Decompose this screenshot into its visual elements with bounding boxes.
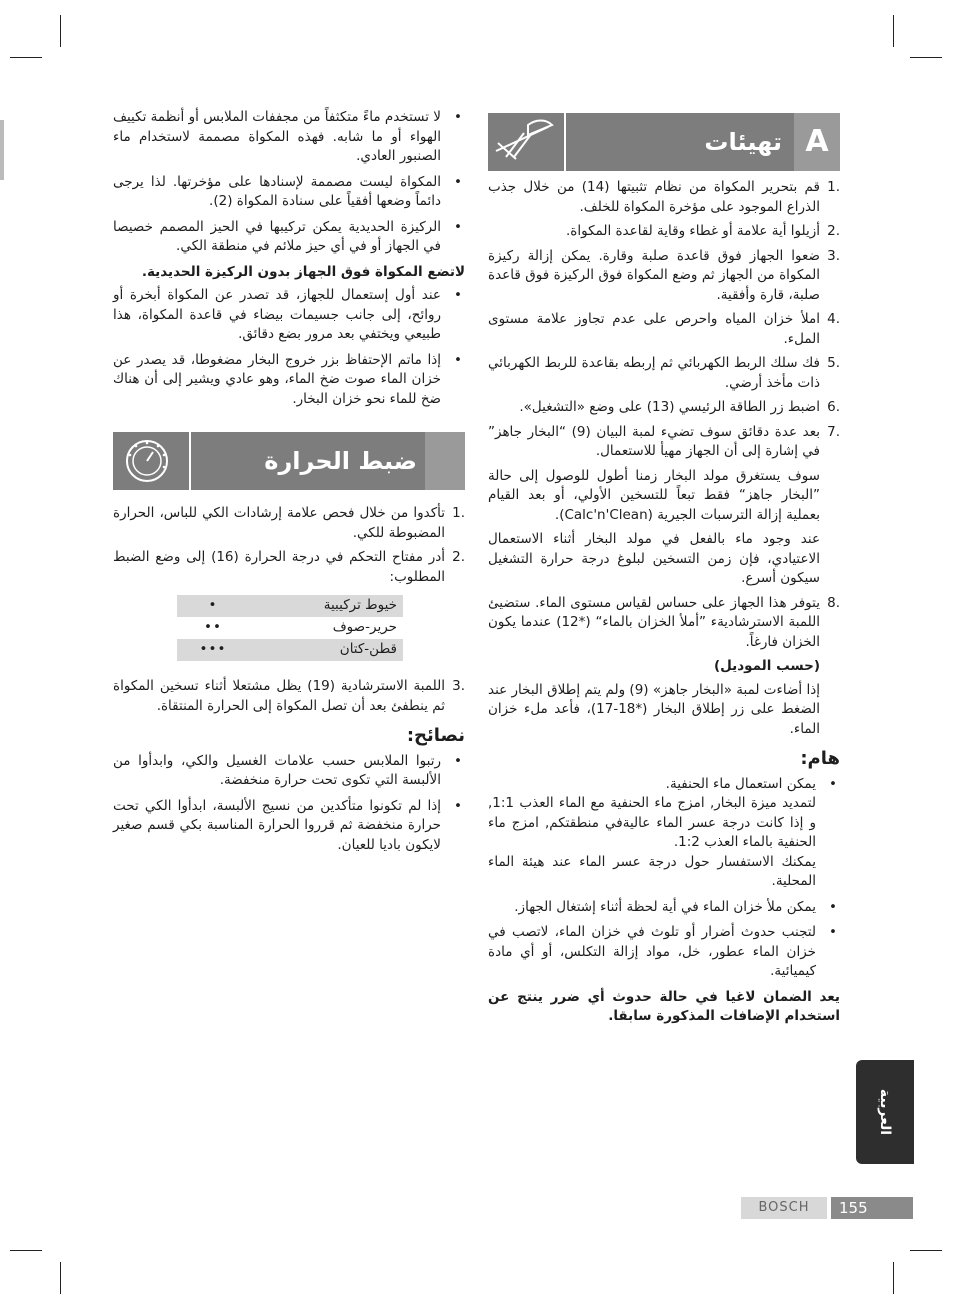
bullet-text: إذا ماتم الإحتفاظ بزر خروج البخار مضغوطا، قد يصدر عن خزان الماء صوت ضخ الماء، وهو عادي ويشير إلى أن هناك ضخ للماء نحو خزان البخار.	[113, 351, 441, 407]
step7-note-2: عند وجود ماء بالفعل في مولد البخار أثناء الاستعمال الاعتيادي، فإن زمن التسخين لبلوغ درجة حرارة التشغيل سيكون أسرع.	[488, 531, 820, 586]
right-column	[488, 178, 840, 1031]
list-item	[113, 286, 465, 345]
bullet-text: المكواة ليست مصممة لإسنادها على مؤخرتها. لذا يرجى دائماً وضعها أفقياً على سنادة المكواة (2).	[113, 173, 441, 209]
step-number: 5.	[827, 355, 840, 371]
water-bullets	[113, 108, 465, 257]
bullet-text: إذا لم تكونوا متأكدين من نسيج الألبسة، ابدأوا الكي تحت حرارة منخفضة ثم قرروا الحرارة المناسبة بكي قسم صغير لايكون باديا للعيان.	[113, 797, 441, 853]
list-item	[488, 423, 840, 462]
list-item	[488, 247, 840, 306]
language-label: العربية	[877, 1088, 893, 1136]
step-number: 1.	[452, 505, 465, 521]
list-item	[488, 594, 840, 653]
step-text: بعد عدة دقائق سوف تضيء لمبة البيان (9) “البخار جاهز” في إشارة إلى أن الجهاز مهيأ للاستعمال.	[488, 423, 820, 459]
list-item	[488, 398, 840, 418]
step-text: يتوفر هذا الجهاز على حساس لقياس مستوى الماء. ستضيئ اللمبة الاسترشاديةء ”أملأ الخزان بالماء“ (*12) عندما يكون الخزان فارغاً.	[488, 594, 820, 650]
important-heading: هام:	[800, 748, 840, 769]
bullet-text: لا تستخدم ماءً متكثفاً من مجففات الملابس أو أنظمة تكييف الهواء أو ما شابه. فهذه المكواة مصممة لاستخدام ماء الصنبور العادي.	[113, 109, 441, 164]
heat-dots: •	[177, 595, 249, 617]
step-text: ضعوا الجهاز فوق قاعدة صلبة وقارة. يمكن إزالة ركيزة المكواة من الجهاز ثم وضع المكواة فوق الركيزة فوق قاعدة صلبة، قارة وأفقية.	[488, 247, 820, 303]
heat-dots: •••	[177, 639, 249, 661]
crop-mark	[910, 57, 942, 58]
bullet-text: يمكنك الاستفسار حول درجة عسر الماء عند هيئة الماء المحلية.	[488, 853, 816, 889]
crop-mark	[910, 1250, 942, 1251]
table-row	[177, 595, 403, 617]
temperature-dial-icon	[113, 432, 191, 490]
list-item	[488, 222, 840, 242]
step-number: 3.	[452, 678, 465, 694]
setup-steps	[488, 178, 840, 462]
crop-mark	[10, 57, 42, 58]
language-tab	[856, 1060, 914, 1164]
tips-heading: نصائح:	[406, 725, 465, 746]
step-number: 4.	[827, 311, 840, 327]
bullet-text: عند أول إستعمال للجهاز، قد تصدر عن المكواة أبخرة أو روائح، إلى جانب جسيمات بيضاء في قاعدة المكواة، هذا طبيعي ويختفي بعد مرور بضع دقائق.	[113, 287, 441, 342]
fabric-label: حرير-صوف	[332, 619, 397, 636]
header-accent	[425, 432, 465, 490]
step-text: املأ خزان المياه واحرص على عدم تجاوز علامة مستوى الملء.	[488, 311, 820, 347]
step-text: اللمبة الاسترشادية (19) يظل مشتعلا أثناء تسخين المكواة ثم ينطفئ بعد أن تصل المكواة إلى الحرارة المنتقاة.	[113, 678, 445, 714]
temperature-steps	[113, 504, 465, 587]
bold-warning: لاتضع المكواة فوق الجهاز بدون الركيزة الحديدية.	[141, 263, 465, 280]
table-row	[177, 639, 403, 661]
step7-note-1: سوف يستغرق مولد البخار زمنا أطول للوصول إلى حالة ”البخار جاهز“ فقط تبعاً للتسخين الأولي، أو بعد القيام بعملية إزالة الترسبات الجيرية (Calc'n'Clean).	[488, 467, 820, 523]
crop-mark	[893, 1262, 894, 1294]
edge-mark	[0, 120, 4, 180]
step-text: أزيلوا أية علامة أو غطاء وقاية لقاعدة المكواة.	[565, 223, 820, 239]
section-letter: A	[794, 113, 840, 171]
list-item	[113, 351, 465, 410]
list-item	[113, 752, 465, 791]
list-item	[113, 108, 465, 167]
bullet-text: الركيزة الحديدية يمكن تركيبها في الحيز المصمم خصيصا في الجهاز أو في أي حيز ملائم في منطقة الكي.	[113, 218, 441, 254]
bullet-text: • يمكن استعمال ماء الحنفية.	[665, 775, 816, 792]
list-item	[113, 797, 465, 856]
list-item	[113, 677, 465, 716]
table-row	[177, 617, 403, 639]
heat-dots: ••	[204, 619, 222, 636]
crop-mark	[60, 15, 61, 47]
bullet-text: يمكن ملأ خزان الماء في أية لحظة أثناء إشتغال الجهاز.	[514, 898, 816, 915]
step-number: 8.	[827, 594, 840, 611]
usage-bullets	[113, 286, 465, 409]
list-item	[488, 178, 840, 217]
model-text: إذا أضاءت لمبة «البخار جاهز» (9) ولم يتم إطلاق البخار عند الضغط على زر إطلاق البخار (*18-17)، فأعد ملء خزان الماء.	[488, 681, 820, 737]
important-list	[488, 775, 840, 982]
crop-mark	[60, 1262, 61, 1294]
step-text: قم بتحرير المكواة من نظام تثبيتها (14) من خلال جذب الذراع الموجود على مؤخرة المكواة للخلف.	[488, 179, 820, 215]
fabric-label: خيوط تركيبية	[249, 595, 403, 617]
list-item	[113, 173, 465, 212]
tips-list	[113, 752, 465, 856]
step-number: 7.	[827, 423, 840, 440]
temperature-header	[113, 432, 465, 490]
step-text: اضبط زر الطاقة الرئيسي (13) على وضع «التشغيل».	[519, 399, 820, 415]
step-text: أدر مفتاح التحكم في درجة الحرارة (16) إلى وضع الضبط المطلوب:	[113, 549, 445, 585]
step-number: 2.	[827, 223, 840, 239]
list-item	[113, 504, 465, 543]
heat-settings-table	[177, 595, 403, 661]
left-column-top	[113, 108, 465, 415]
ironing-board-icon	[488, 113, 566, 171]
crop-mark	[893, 15, 894, 47]
bullet-text: لتمديد ميزة البخار, امزج ماء الحنفية مع الماء العذب 1:1, و إذا كانت درجة عسر الماء عاليةفي منطقتكم, امزج ماء الحنفية بالماء العذب 1:2.	[488, 795, 816, 850]
list-item	[488, 923, 840, 982]
setup-steps-continued	[488, 594, 840, 653]
list-item	[488, 354, 840, 393]
left-column-bottom	[113, 504, 465, 861]
bullet-text: لتجنب حدوث أضرار أو تلوث في خزان الماء، لاتصب في خزان الماء عطور، خل، مواد إزالة التكلس، أو أي مادة كيميائية.	[488, 924, 816, 979]
section-a-header	[488, 113, 840, 171]
bullet-text: رتبوا الملابس حسب علامات الغسيل والكي، وابدأوا من الألبسة التي تكوى تحت حرارة منخفضة.	[113, 752, 441, 788]
step-number: 2.	[452, 549, 465, 565]
warranty-warning: يعد الضمان لاغيا في حالة حدوث أي ضرر ينتج عن استخدام الإضافات المذكورة سابقا.	[488, 988, 840, 1024]
step-number: 6.	[827, 399, 840, 415]
page-number: 155	[831, 1197, 913, 1219]
step-text: فك سلك الربط الكهربائي ثم إربطه بقاعدة للربط الكهربائي ذات مأخذ أرضي.	[488, 355, 820, 391]
step-text: تأكدوا من خلال فحص علامة إرشادات الكي للباس، الحرارة المضبوطة للكي.	[113, 505, 445, 541]
step-number: 3.	[827, 247, 840, 264]
list-item	[488, 310, 840, 349]
model-note: (حسب الموديل)	[713, 658, 820, 674]
section-title: تهيئات	[704, 128, 782, 156]
list-item	[488, 898, 840, 918]
fabric-label: قطن-كتان	[249, 639, 403, 661]
list-item	[113, 218, 465, 257]
step-number: 1.	[827, 179, 840, 195]
brand-label: BOSCH	[741, 1197, 827, 1219]
temperature-steps-continued	[113, 677, 465, 716]
crop-mark	[10, 1250, 42, 1251]
list-item	[113, 548, 465, 587]
list-item	[488, 775, 840, 892]
section-title: ضبط الحرارة	[264, 447, 417, 475]
